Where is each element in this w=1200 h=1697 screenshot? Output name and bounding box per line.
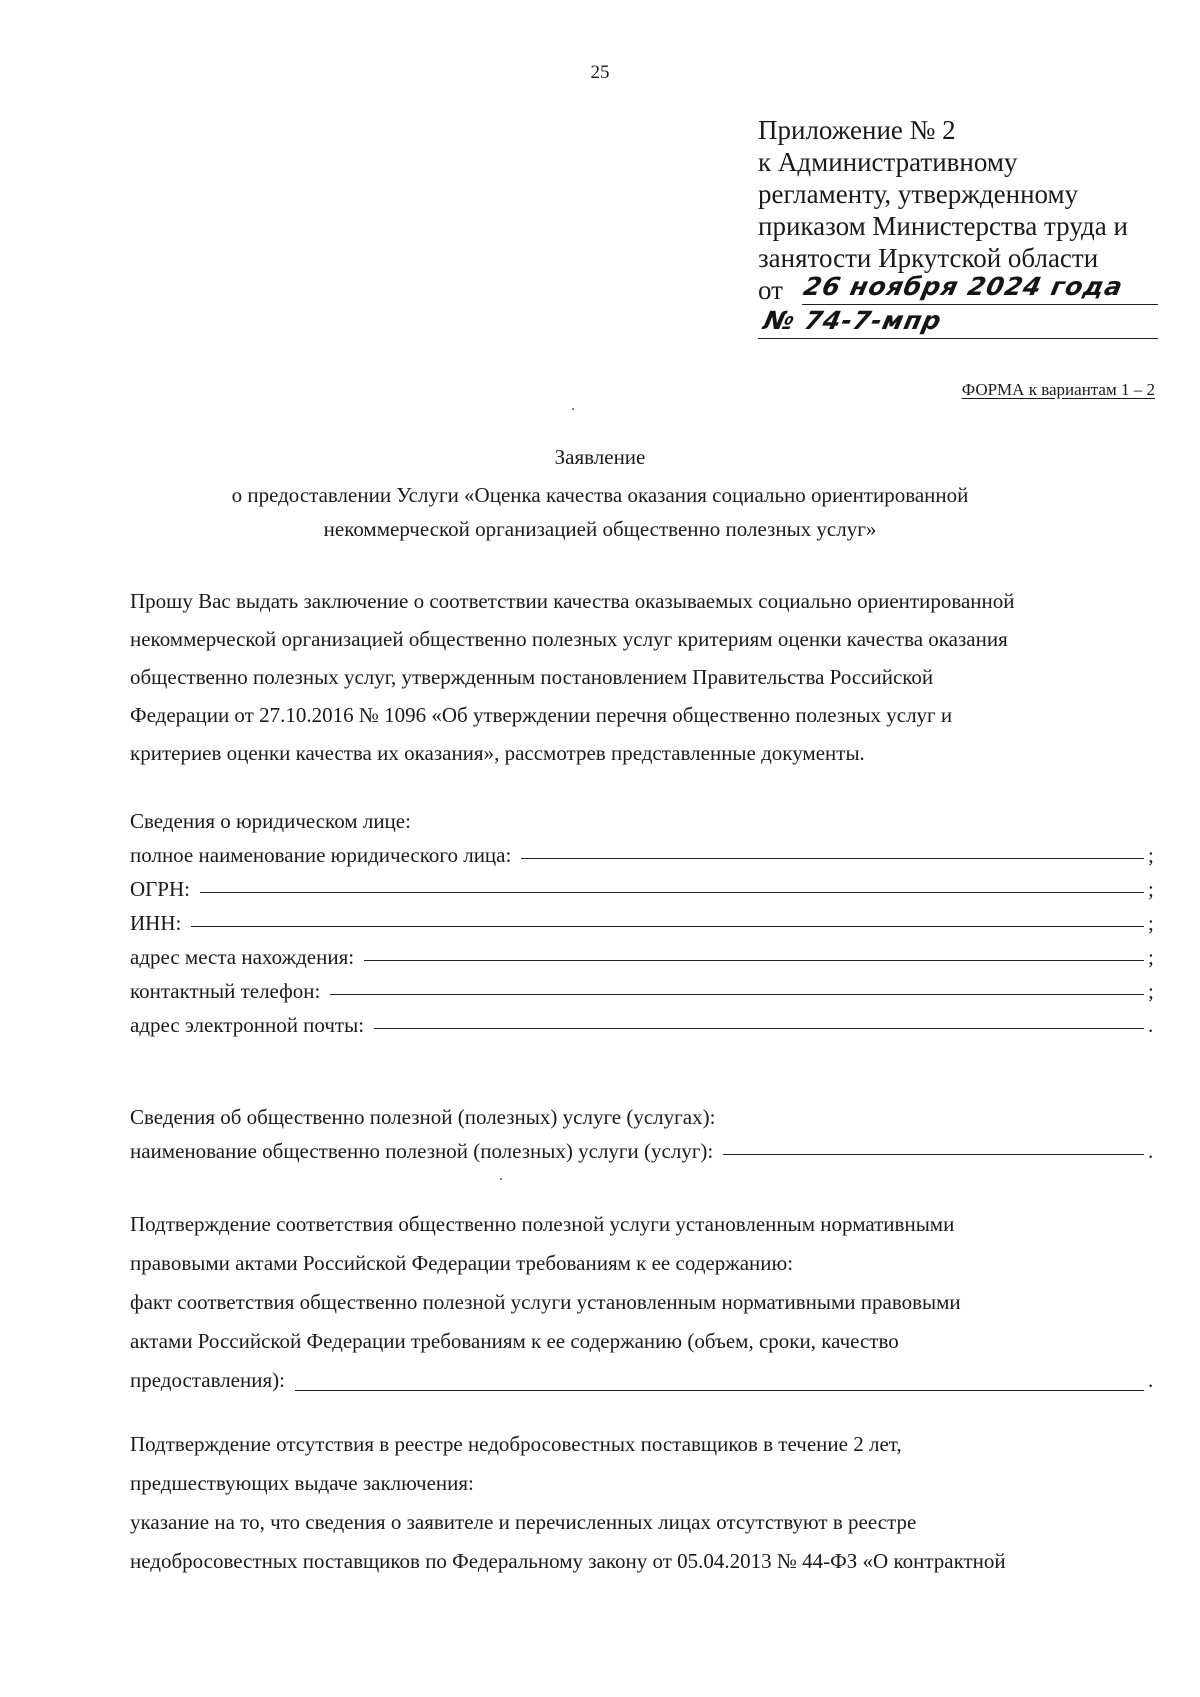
compliance-line: Подтверждение соответствия общественно полезной услуги установленным нормативными [130,1212,955,1236]
service-section [130,1096,1160,1164]
registry-line: Подтверждение отсутствия в реестре недобросовестных поставщиков в течение 2 лет, [130,1432,902,1456]
field-terminator: . [1148,1368,1154,1392]
appendix-line: к Административному [758,147,1018,177]
appendix-date-line [758,274,1158,308]
address-field[interactable] [130,936,1160,970]
field-terminator: . [1148,1139,1154,1163]
ogrn-blank[interactable] [200,892,1144,893]
appendix-from-prefix: от [758,275,783,305]
appendix-block [758,114,1158,342]
form-reference: ФОРМА к вариантам 1 – 2 [961,380,1155,399]
inn-field[interactable] [130,902,1160,936]
compliance-line: актами Российской Федерации требованиям к ее содержанию (объем, сроки, качество [130,1329,899,1353]
field-label: ИНН: [130,911,182,935]
inn-blank[interactable] [191,926,1144,927]
registry-section [130,1425,1160,1581]
field-terminator: ; [1148,911,1154,935]
title-heading: Заявление [554,445,646,469]
registry-line: недобросовестных поставщиков по Федеральному закону от 05.04.2013 № 44-ФЗ «О контрактной [130,1549,1006,1573]
field-label: адрес электронной почты: [130,1013,365,1037]
compliance-line: факт соответствия общественно полезной услуги установленным нормативными правовыми [130,1290,961,1314]
full-name-blank[interactable] [521,858,1144,859]
intro-line: Прошу Вас выдать заключение о соответствии качества оказываемых социально ориентированной [130,589,1015,613]
service-heading [130,1096,1160,1130]
field-label: предоставления): [130,1368,285,1392]
title-line: некоммерческой организацией общественно полезных услуг» [323,517,877,541]
field-label: адрес места нахождения: [130,945,355,969]
title-line: о предоставлении Услуги «Оценка качества оказания социально ориентированной [231,483,969,507]
field-terminator: . [1148,1013,1154,1037]
service-name-blank[interactable] [723,1154,1144,1155]
field-label: контактный телефон: [130,979,321,1003]
document-title [0,440,1200,546]
appendix-line: занятости Иркутской области [758,243,1099,273]
legal-entity-section [130,800,1160,1038]
provision-blank[interactable] [295,1390,1144,1391]
compliance-section [130,1205,1160,1400]
field-label: полное наименование юридического лица: [130,843,512,867]
email-field[interactable] [130,1004,1160,1038]
intro-line: Федерации от 27.10.2016 № 1096 «Об утверждении перечня общественно полезных услуг и [130,703,953,727]
appendix-line: приказом Министерства труда и [758,211,1128,241]
field-terminator: ; [1148,979,1154,1003]
intro-line: общественно полезных услуг, утвержденным постановлением Правительства Российской [130,665,934,689]
field-terminator: ; [1148,877,1154,901]
registry-line: указание на то, что сведения о заявителе и перечисленных лицах отсутствуют в реестре [130,1510,917,1534]
appendix-line: Приложение № 2 [758,115,956,145]
handwritten-number: № 74-7-мпр [761,306,945,335]
field-label: наименование общественно полезной (полезных) услуги (услуг): [130,1139,714,1163]
service-name-field[interactable] [130,1130,1160,1164]
field-terminator: ; [1148,843,1154,867]
legal-entity-heading [130,800,1160,834]
section-heading: Сведения о юридическом лице: [130,809,411,833]
page-number: 25 [590,62,610,83]
scan-speck [500,1178,502,1180]
provision-field[interactable] [130,1361,1160,1400]
compliance-line: правовыми актами Российской Федерации требованиям к ее содержанию: [130,1251,794,1275]
handwritten-date: 26 ноября 2024 года [801,272,1126,301]
intro-paragraph [130,582,1160,772]
phone-blank[interactable] [330,994,1144,995]
intro-line: критериев оценки качества их оказания», рассмотрев представленные документы. [130,741,865,765]
appendix-line: регламенту, утвержденному [758,179,1079,209]
scan-speck [572,408,574,410]
number-underline [758,338,1158,339]
full-name-field[interactable] [130,834,1160,868]
address-blank[interactable] [364,960,1144,961]
field-label: ОГРН: [130,877,190,901]
field-terminator: ; [1148,945,1154,969]
intro-line: некоммерческой организацией общественно полезных услуг критериям оценки качества оказания [130,627,1008,651]
ogrn-field[interactable] [130,868,1160,902]
phone-field[interactable] [130,970,1160,1004]
registry-line: предшествующих выдаче заключения: [130,1471,474,1495]
appendix-number-line [758,308,1158,342]
email-blank[interactable] [374,1028,1144,1029]
section-heading: Сведения об общественно полезной (полезных) услуге (услугах): [130,1105,716,1129]
